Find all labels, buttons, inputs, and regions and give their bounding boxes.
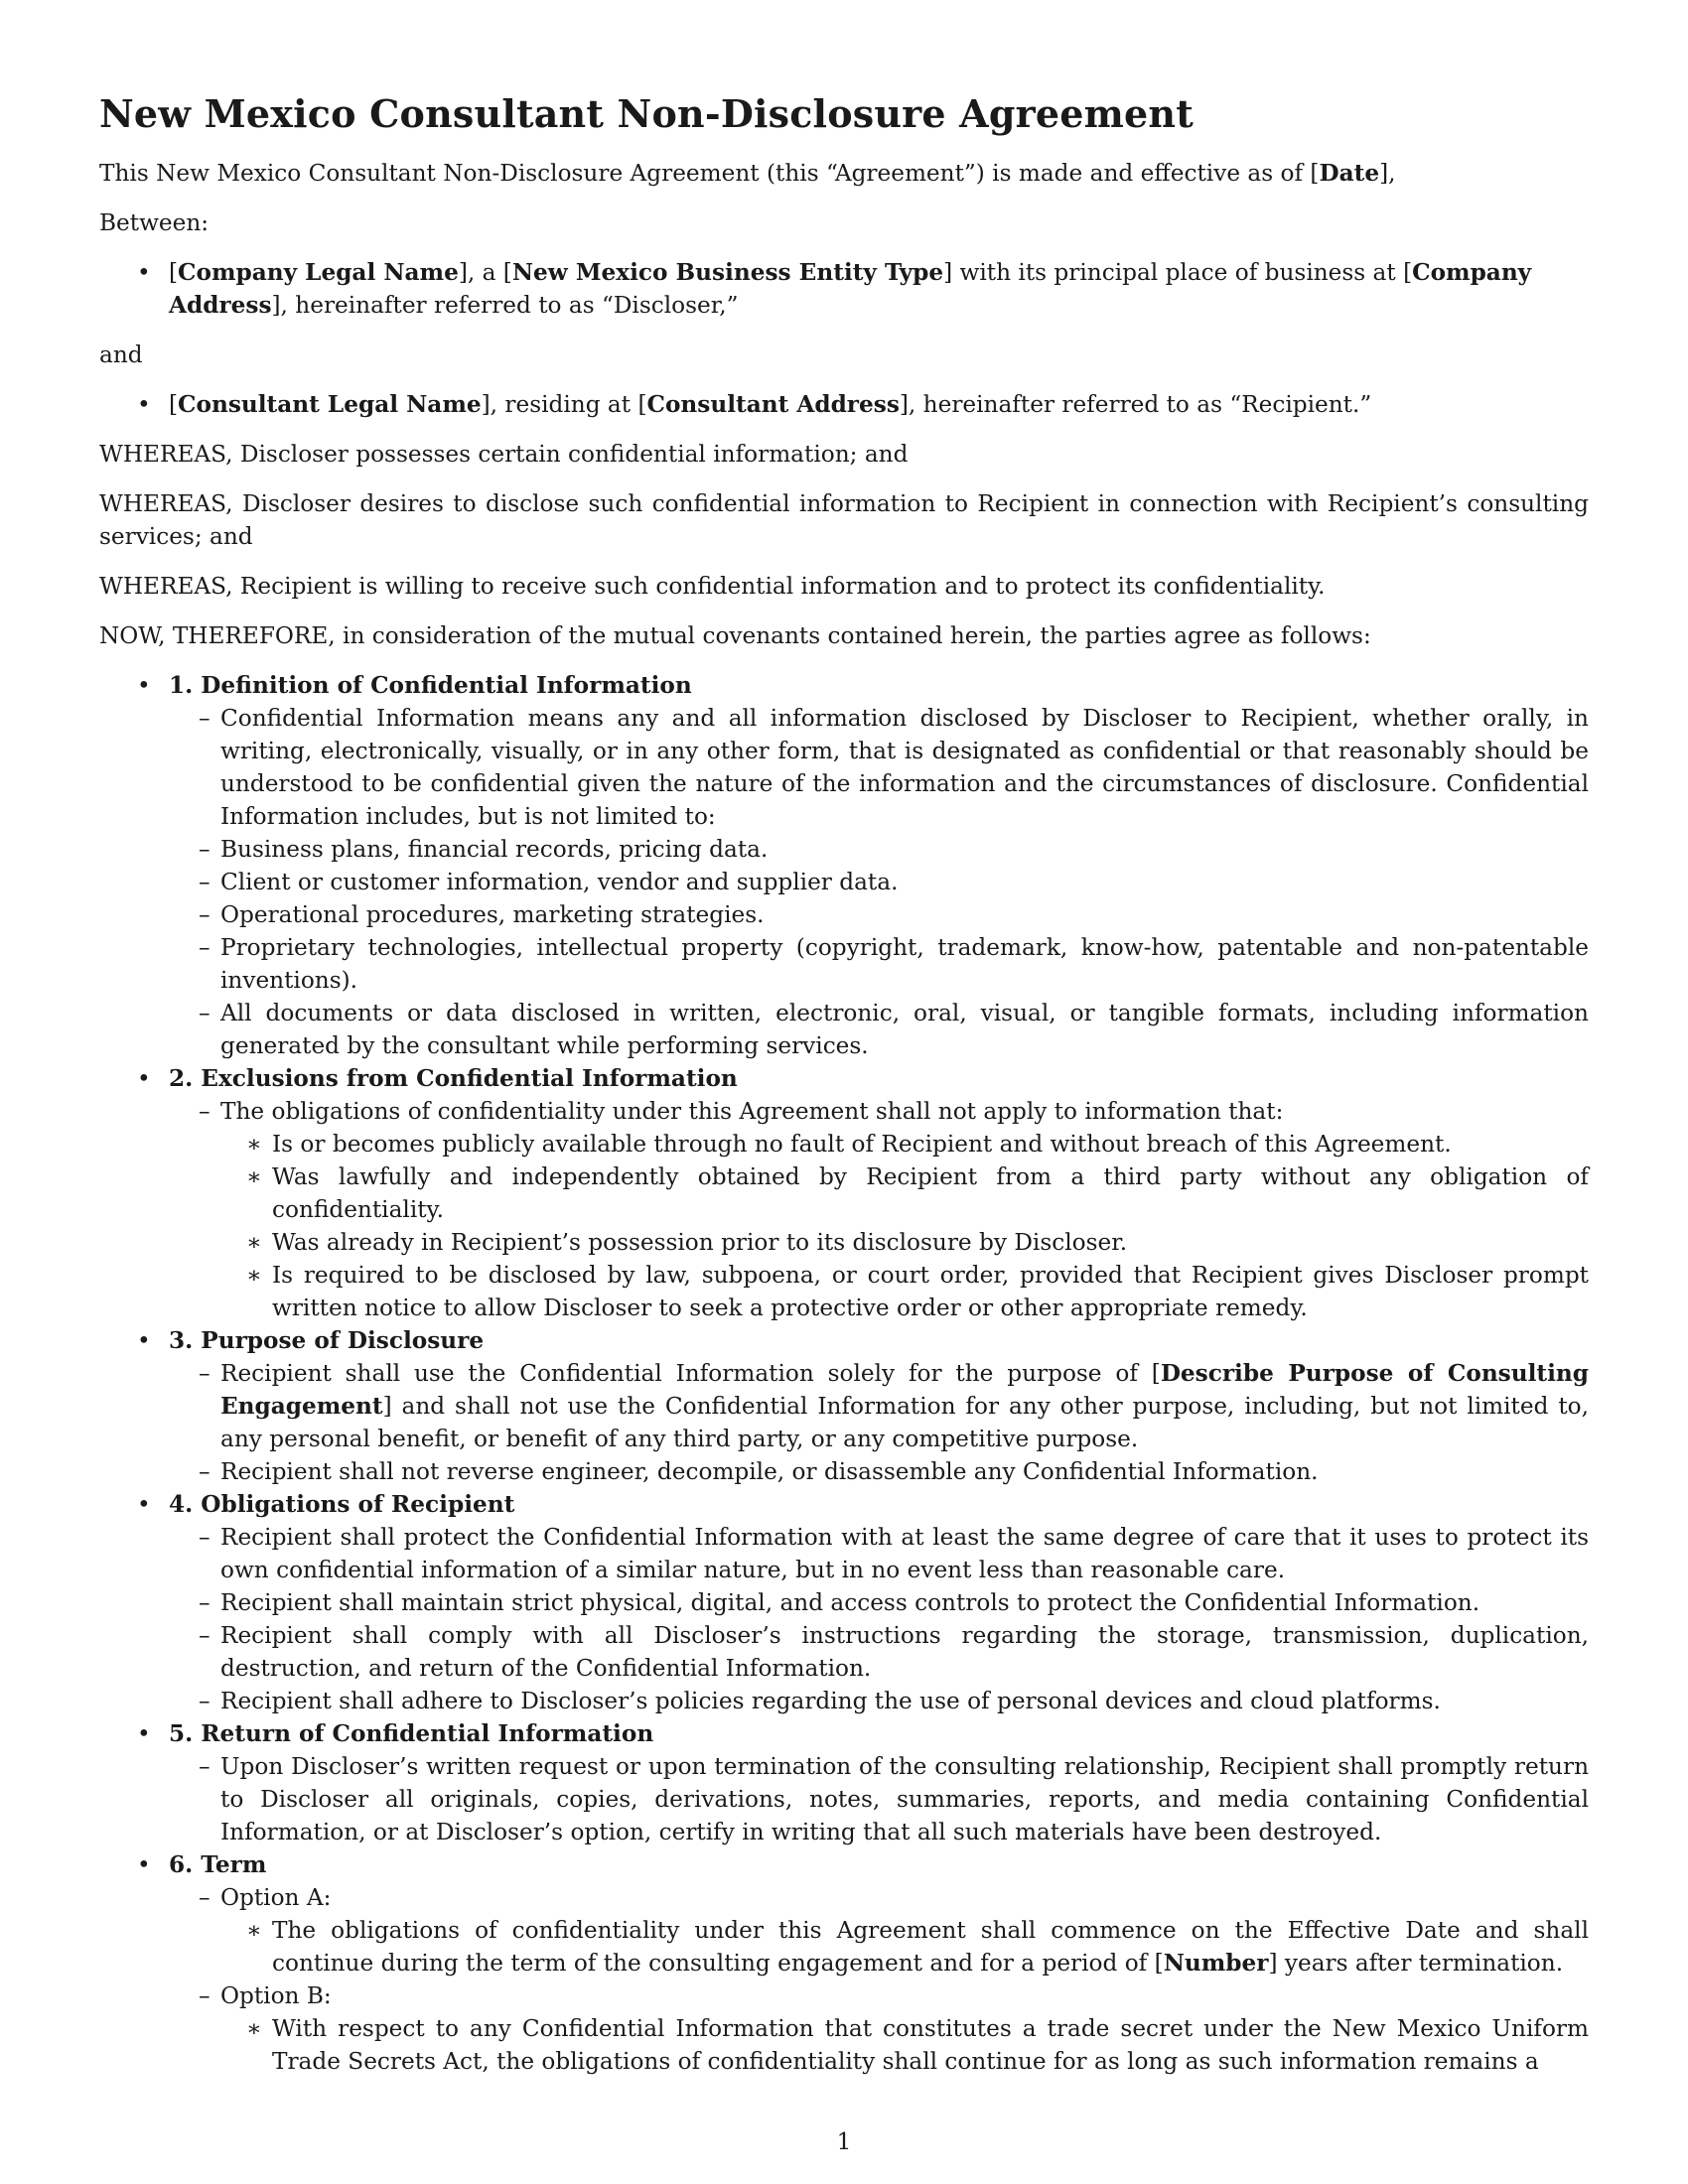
consultant-name-placeholder: Consultant Legal Name xyxy=(178,391,482,418)
list-item: – Upon Discloser’s written request or upon termination of the consulting relationship, Recipient shall promptly return to Discloser all originals, copies, derivations, notes, summaries, reports, and media containing Confidential Information, or at Discloser’s option, certify in writing that all such materials have been destroyed. xyxy=(169,1750,1589,1848)
section-title: 6. Term xyxy=(169,1851,267,1878)
company-address-placeholder: Company Address xyxy=(169,259,1532,319)
whereas-clause: WHEREAS, Recipient is willing to receive such confidential information and to protect its confidentiality. xyxy=(99,573,1326,600)
list-item: – All documents or data disclosed in written, electronic, oral, visual, or tangible formats, including information generated by the consultant while performing services. xyxy=(169,997,1589,1062)
recipient-party-list xyxy=(99,388,1589,421)
section-definition xyxy=(99,669,1589,1062)
list-item: – Recipient shall maintain strict physical, digital, and access controls to protect the Confidential Information. xyxy=(169,1586,1589,1619)
option-a: – Option A: ∗ The obligations of confidentiality under this Agreement shall commence on the Effective Date and shall continue during the term of the consulting engagement and for a period of [Number] years after termination. xyxy=(169,1881,1589,1979)
between-label: Between: xyxy=(99,209,210,236)
date-placeholder: Date xyxy=(1319,160,1380,187)
list-item: – Recipient shall use the Confidential Information solely for the purpose of [Describe Purpose of Consulting Engagement] and shall not use the Confidential Information for any other purpose, including, but not limited to, any personal benefit, or benefit of any third party, or any competitive purpose. xyxy=(169,1357,1589,1455)
whereas-clause: WHEREAS, Discloser desires to disclose such confidential information to Recipient in connection with Recipient’s consulting services; and xyxy=(99,490,1589,550)
section-title: 4. Obligations of Recipient xyxy=(169,1491,515,1518)
discloser-party: • [Company Legal Name], a [New Mexico Business Entity Type] with its principal place of business at [Company Address], hereinafter referred to as “Discloser,” xyxy=(99,256,1589,322)
option-b: – Option B: ∗ With respect to any Confidential Information that constitutes a trade secret under the New Mexico Uniform Trade Secrets Act, the obligations of confidentiality shall continue for as long as such information remains a xyxy=(169,1979,1589,2078)
list-item: – Recipient shall protect the Confidential Information with at least the same degree of care that it uses to protect its own confidential information of a similar nature, but in no event less than reasonable care. xyxy=(169,1521,1589,1586)
purpose-placeholder: Describe Purpose of Consulting Engagement xyxy=(220,1360,1589,1420)
list-item: – Recipient shall adhere to Discloser’s policies regarding the use of personal devices and cloud platforms. xyxy=(169,1685,1589,1717)
document-page xyxy=(99,91,1589,2078)
whereas-clause: WHEREAS, Discloser possesses certain confidential information; and xyxy=(99,441,909,468)
section-title: 3. Purpose of Disclosure xyxy=(169,1327,485,1354)
section-term xyxy=(99,1848,1589,2078)
list-item: ∗ Was lawfully and independently obtained by Recipient from a third party without any obligation of confidentiality. xyxy=(220,1160,1589,1226)
section-title: 5. Return of Confidential Information xyxy=(169,1720,654,1747)
list-item: – Proprietary technologies, intellectual property (copyright, trademark, know-how, patentable and non-patentable inventions). xyxy=(169,931,1589,997)
list-item: ∗ Is or becomes publicly available through no fault of Recipient and without breach of this Agreement. xyxy=(220,1128,1589,1160)
discloser-party-list xyxy=(99,256,1589,322)
list-item: – Confidential Information means any and all information disclosed by Discloser to Recipient, whether orally, in writing, electronically, visually, or in any other form, that is designated as confidential or that reasonably should be understood to be confidential given the nature of the information and the circumstances of disclosure. Confidential Information includes, but is not limited to: xyxy=(169,702,1589,833)
list-item: ∗ Is required to be disclosed by law, subpoena, or court order, provided that Recipient gives Discloser prompt written notice to allow Discloser to seek a protective order or other appropriate remedy. xyxy=(220,1259,1589,1324)
list-item: ∗ With respect to any Confidential Information that constitutes a trade secret under the New Mexico Uniform Trade Secrets Act, the obligations of confidentiality shall continue for as long as such information remains a xyxy=(220,2012,1589,2078)
section-title: 2. Exclusions from Confidential Information xyxy=(169,1065,738,1092)
list-item: – Client or customer information, vendor and supplier data. xyxy=(169,866,1589,898)
list-item: – Recipient shall comply with all Discloser’s instructions regarding the storage, transmission, duplication, destruction, and return of the Confidential Information. xyxy=(169,1619,1589,1685)
list-item: – Recipient shall not reverse engineer, decompile, or disassemble any Confidential Information. xyxy=(169,1455,1589,1488)
list-item: ∗ Was already in Recipient’s possession prior to its disclosure by Discloser. xyxy=(220,1226,1589,1259)
list-item: ∗ The obligations of confidentiality under this Agreement shall commence on the Effective Date and shall continue during the term of the consulting engagement and for a period of [Number] years after termination. xyxy=(220,1914,1589,1979)
consultant-address-placeholder: Consultant Address xyxy=(646,391,900,418)
intro-paragraph: This New Mexico Consultant Non-Disclosure Agreement (this “Agreement”) is made and effective as of [Date], xyxy=(99,160,1396,187)
number-placeholder: Number xyxy=(1163,1950,1269,1977)
now-therefore-clause: NOW, THEREFORE, in consideration of the mutual covenants contained herein, the parties agree as follows: xyxy=(99,622,1371,649)
company-name-placeholder: Company Legal Name xyxy=(178,259,459,286)
sections-list xyxy=(99,669,1589,2078)
and-label: and xyxy=(99,341,143,368)
recipient-party: • [Consultant Legal Name], residing at [Consultant Address], hereinafter referred to as “Recipient.” xyxy=(99,388,1589,421)
section-title: 1. Definition of Confidential Information xyxy=(169,672,692,699)
entity-type-placeholder: New Mexico Business Entity Type xyxy=(511,259,944,286)
list-item: – Operational procedures, marketing strategies. xyxy=(169,898,1589,931)
section-obligations xyxy=(99,1488,1589,1717)
list-item: – Business plans, financial records, pricing data. xyxy=(169,833,1589,866)
section-purpose xyxy=(99,1324,1589,1488)
page-number: 1 xyxy=(836,2128,852,2155)
list-item: – The obligations of confidentiality under this Agreement shall not apply to information that: ∗ Is or becomes publicly available through no fault of Recipient and without breach of this Agreement. ∗ Was lawfully and independently obtained by Recipient from a third party without any obligation of confidentiality. ∗ Was already in Recipient’s possession prior to its disclosure by Discloser. ∗ Is required to be disclosed by law, subpoena, or court order, provided that Recipient gives Discloser prompt written notice to allow Discloser to seek a protective order or other appropriate remedy. xyxy=(169,1095,1589,1324)
section-exclusions xyxy=(99,1062,1589,1324)
section-return xyxy=(99,1717,1589,1848)
document-title: New Mexico Consultant Non-Disclosure Agreement xyxy=(99,91,1194,136)
